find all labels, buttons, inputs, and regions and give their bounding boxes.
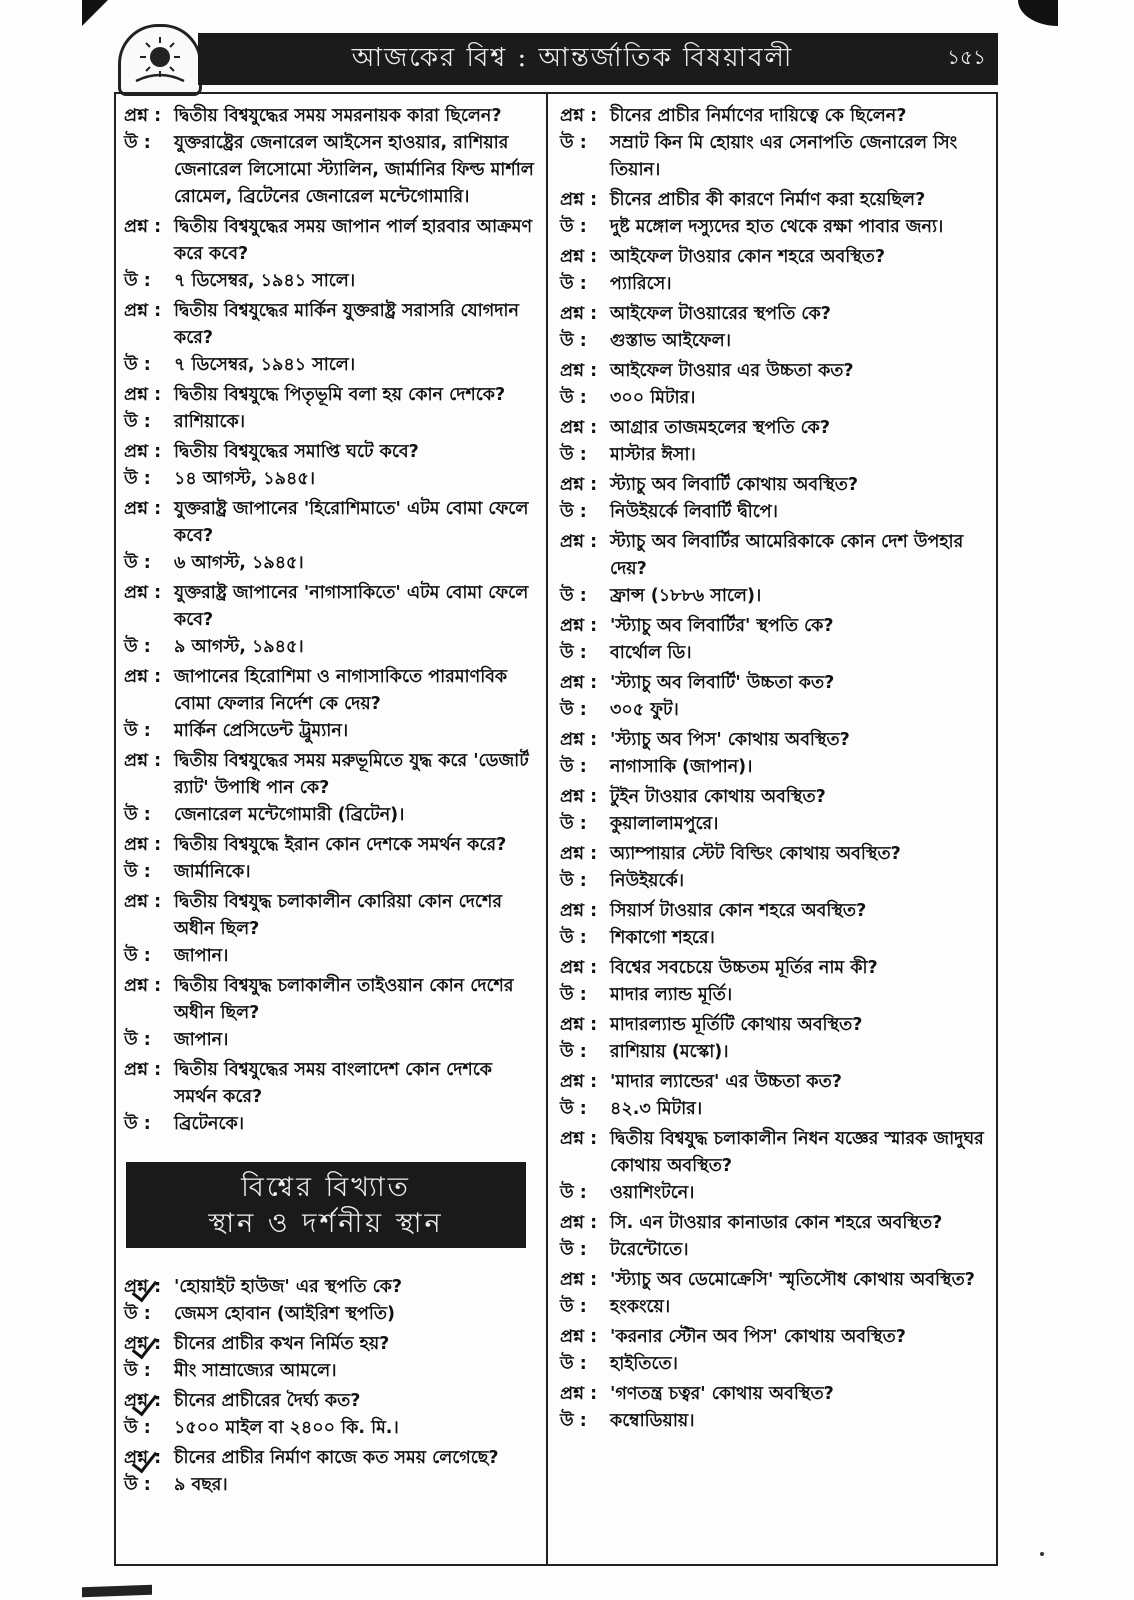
- section-banner-line1: বিশ্বের বিখ্যাত: [241, 1172, 411, 1203]
- question-text: বিশ্বের সবচেয়ে উচ্চতম মূর্তির নাম কী?: [610, 958, 878, 978]
- answer-text: ওয়াশিংটনে।: [610, 1183, 695, 1203]
- answer-row: [124, 1415, 534, 1442]
- answer-label: উ :: [560, 1354, 587, 1374]
- question-text: দ্বিতীয় বিশ্বযুদ্ধের সময় বাংলাদেশ কোন দেশকে সমর্থন করে?: [174, 1060, 493, 1107]
- answer-text: জেনারেল মন্টেগোমারী (ব্রিটেন)।: [174, 805, 405, 825]
- question-row: [560, 1267, 985, 1294]
- question-row: [560, 955, 985, 982]
- answer-label: উ :: [124, 946, 151, 966]
- answer-label: উ :: [560, 1099, 587, 1119]
- question-row: [124, 973, 534, 1027]
- answer-text: কম্বোডিয়ায়।: [610, 1411, 695, 1431]
- question-text: যুক্তরাষ্ট্র জাপানের 'নাগাসাকিতে' এটম বোমা ফেলে কবে?: [174, 583, 529, 630]
- answer-row: [124, 943, 534, 970]
- answer-text: গুস্তাভ আইফেল।: [610, 331, 731, 351]
- answer-label: উ :: [124, 133, 151, 153]
- answer-label: উ :: [560, 814, 587, 834]
- question-row: [124, 664, 534, 718]
- answer-label: উ :: [124, 412, 151, 432]
- answer-text: যুক্তরাষ্ট্রের জেনারেল আইসেন হাওয়ার, রাশিয়ার জেনারেল লিসোমো স্ট্যালিন, জার্মানির ফিল্ড মার্শাল রোমেল, ব্রিটেনের জেনারেল মন্টেগোমারি।: [174, 133, 534, 207]
- question-row: [124, 214, 534, 268]
- answer-label: উ :: [560, 217, 587, 237]
- answer-row: [124, 466, 534, 493]
- answer-label: উ :: [124, 1361, 151, 1381]
- question-text: 'স্ট্যাচু অব ডেমোক্রেসি' স্মৃতিসৌধ কোথায় অবস্থিত?: [610, 1270, 975, 1290]
- answer-text: নিউইয়র্কে লিবার্টি দ্বীপে।: [610, 502, 778, 522]
- answer-row: [124, 1301, 534, 1328]
- question-text: দ্বিতীয় বিশ্বযুদ্ধের মার্কিন যুক্তরাষ্ট্র সরাসরি যোগদান করে?: [174, 301, 519, 348]
- question-label: প্রশ্ন :: [560, 787, 598, 807]
- question-label: প্রশ্ন :: [124, 217, 162, 237]
- question-text: 'স্ট্যাচু অব লিবার্টি' উচ্চতা কত?: [610, 673, 835, 693]
- answer-label: উ :: [560, 1240, 587, 1260]
- answer-text: ৩০০ মিটার।: [610, 388, 696, 408]
- answer-row: [124, 409, 534, 436]
- question-row: [124, 1274, 534, 1301]
- answer-text: মার্কিন প্রেসিডেন্ট ট্রুম্যান।: [174, 721, 349, 741]
- answer-text: প্যারিসে।: [610, 274, 672, 294]
- answer-label: উ :: [560, 700, 587, 720]
- question-row: [124, 889, 534, 943]
- question-text: 'গণতন্ত্র চত্বর' কোথায় অবস্থিত?: [610, 1384, 834, 1404]
- answer-text: ৭ ডিসেম্বর, ১৯৪১ সালে।: [174, 355, 356, 375]
- answer-label: উ :: [124, 469, 151, 489]
- question-row: [560, 415, 985, 442]
- question-label: প্রশ্ন :: [560, 1129, 598, 1149]
- answer-label: উ :: [124, 721, 151, 741]
- question-text: আইফেল টাওয়ার কোন শহরে অবস্থিত?: [610, 247, 886, 267]
- answer-row: [124, 130, 534, 211]
- question-label: প্রশ্ন :: [560, 1327, 598, 1347]
- question-row: [560, 1210, 985, 1237]
- question-label: প্রশ্ন :: [560, 418, 598, 438]
- question-row: [124, 580, 534, 634]
- answer-text: হাইতিতে।: [610, 1354, 678, 1374]
- answer-row: [560, 868, 985, 895]
- answer-label: উ :: [560, 331, 587, 351]
- question-text: দ্বিতীয় বিশ্বযুদ্ধের সময় জাপান পার্ল হারবার আক্রমণ করে কবে?: [174, 217, 533, 264]
- answer-text: জেমস হোবান (আইরিশ স্থপতি): [174, 1304, 396, 1324]
- question-row: [560, 103, 985, 130]
- question-row: [560, 898, 985, 925]
- answer-label: উ :: [124, 1475, 151, 1495]
- question-text: সিয়ার্স টাওয়ার কোন শহরে অবস্থিত?: [610, 901, 867, 921]
- question-row: [124, 832, 534, 859]
- question-text: চীনের প্রাচীর কী কারণে নির্মাণ করা হয়েছিল?: [610, 190, 926, 210]
- answer-row: [560, 640, 985, 667]
- page-number: ১৫১: [947, 44, 986, 69]
- question-label: প্রশ্ন :: [124, 583, 162, 603]
- question-label: প্রশ্ন :: [560, 844, 598, 864]
- page-title: আজকের বিশ্ব : আন্তর্জাতিক বিষয়াবলী: [351, 43, 794, 73]
- answer-text: জাপান।: [174, 1030, 229, 1050]
- question-text: 'স্ট্যাচু অব পিস' কোথায় অবস্থিত?: [610, 730, 850, 750]
- question-label: প্রশ্ন :: [560, 361, 598, 381]
- answer-row: [560, 271, 985, 298]
- scan-margin: [0, 0, 1134, 6]
- answer-text: রাশিয়ায় (মস্কো)।: [610, 1042, 729, 1062]
- question-label: প্রশ্ন :: [560, 475, 598, 495]
- question-label: প্রশ্ন :: [124, 667, 162, 687]
- question-text: দ্বিতীয় বিশ্বযুদ্ধ চলাকালীন নিধন যজ্ঞের স্মারক জাদুঘর কোথায় অবস্থিত?: [610, 1129, 984, 1176]
- answer-text: শিকাগো শহরে।: [610, 928, 715, 948]
- answer-label: উ :: [560, 757, 587, 777]
- question-row: [560, 1012, 985, 1039]
- question-text: দ্বিতীয় বিশ্বযুদ্ধের সমাপ্তি ঘটে কবে?: [174, 442, 419, 462]
- question-label: প্রশ্ন :: [124, 1274, 174, 1301]
- answer-row: [124, 859, 534, 886]
- question-label: প্রশ্ন :: [560, 247, 598, 267]
- answer-text: ৭ ডিসেম্বর, ১৯৪১ সালে।: [174, 271, 356, 291]
- question-label: প্রশ্ন :: [124, 1331, 174, 1358]
- answer-text: ১৫০০ মাইল বা ২৪০০ কি. মি.।: [174, 1418, 399, 1438]
- answer-text: ৯ বছর।: [174, 1475, 228, 1495]
- question-text: 'করনার স্টৌন অব পিস' কোথায় অবস্থিত?: [610, 1327, 906, 1347]
- answer-row: [560, 811, 985, 838]
- question-row: [560, 244, 985, 271]
- answer-label: উ :: [560, 1411, 587, 1431]
- question-label: প্রশ্ন :: [560, 958, 598, 978]
- answer-row: [124, 352, 534, 379]
- answer-row: [124, 802, 534, 829]
- answer-row: [560, 1408, 985, 1435]
- answer-row: [560, 385, 985, 412]
- question-text: চীনের প্রাচীরের দৈর্ঘ্য কত?: [174, 1391, 361, 1411]
- answer-row: [124, 1472, 534, 1499]
- answer-label: উ :: [560, 502, 587, 522]
- question-label: প্রশ্ন :: [560, 616, 598, 636]
- answer-text: ৪২.৩ মিটার।: [610, 1099, 703, 1119]
- question-label: প্রশ্ন :: [124, 892, 162, 912]
- answer-text: কুয়ালালামপুরে।: [610, 814, 719, 834]
- question-label: প্রশ্ন :: [560, 106, 598, 126]
- answer-row: [560, 328, 985, 355]
- question-label: প্রশ্ন :: [124, 1445, 174, 1472]
- scan-shadow-top-left: [82, 0, 108, 26]
- question-label: প্রশ্ন :: [560, 730, 598, 750]
- answer-row: [560, 442, 985, 469]
- question-label: প্রশ্ন :: [124, 751, 162, 771]
- question-text: টুইন টাওয়ার কোথায় অবস্থিত?: [610, 787, 826, 807]
- question-text: অ্যাম্পায়ার স্টেট বিল্ডিং কোথায় অবস্থিত?: [610, 844, 901, 864]
- question-label: প্রশ্ন :: [560, 1213, 598, 1233]
- question-row: [124, 748, 534, 802]
- question-text: জাপানের হিরোশিমা ও নাগাসাকিতে পারমাণবিক বোমা ফেলার নির্দেশ কে দেয়?: [174, 667, 508, 714]
- answer-label: উ :: [560, 643, 587, 663]
- answer-text: বার্থোল ডি।: [610, 643, 692, 663]
- qa-list-right: [560, 103, 985, 1435]
- question-label: প্রশ্ন :: [124, 499, 162, 519]
- question-row: [124, 103, 534, 130]
- answer-label: উ :: [124, 1304, 151, 1324]
- question-label: প্রশ্ন :: [560, 901, 598, 921]
- section-banner-line2: স্থান ও দর্শনীয় স্থান: [208, 1208, 444, 1239]
- question-label: প্রশ্ন :: [124, 976, 162, 996]
- question-text: দ্বিতীয় বিশ্বযুদ্ধ চলাকালীন কোরিয়া কোন দেশের অধীন ছিল?: [174, 892, 502, 939]
- answer-row: [560, 697, 985, 724]
- answer-label: উ :: [560, 388, 587, 408]
- answer-text: ৯ আগস্ট, ১৯৪৫।: [174, 637, 304, 657]
- answer-label: উ :: [560, 133, 587, 153]
- question-text: মাদারল্যান্ড মূর্তিটি কোথায় অবস্থিত?: [610, 1015, 863, 1035]
- question-row: [124, 496, 534, 550]
- sun-emblem-icon: [130, 35, 190, 85]
- answer-label: উ :: [560, 274, 587, 294]
- question-label: প্রশ্ন :: [124, 442, 162, 462]
- question-text: চীনের প্রাচীর কখন নির্মিত হয়?: [174, 1334, 390, 1354]
- answer-text: মাস্টার ঈসা।: [610, 445, 696, 465]
- right-column: [560, 100, 985, 1435]
- question-label: প্রশ্ন :: [560, 673, 598, 693]
- question-label: প্রশ্ন :: [124, 1388, 174, 1415]
- answer-row: [560, 982, 985, 1009]
- answer-text: দুষ্ট মঙ্গোল দস্যুদের হাত থেকে রক্ষা পাবার জন্য।: [610, 217, 944, 237]
- question-label: প্রশ্ন :: [124, 385, 162, 405]
- answer-row: [560, 1180, 985, 1207]
- answer-row: [560, 925, 985, 952]
- question-text: 'হোয়াইট হাউজ' এর স্থপতি কে?: [174, 1277, 403, 1297]
- question-row: [560, 472, 985, 499]
- answer-row: [560, 1096, 985, 1123]
- question-row: [560, 187, 985, 214]
- publisher-logo: [118, 24, 202, 96]
- answer-text: হংকংয়ে।: [610, 1297, 671, 1317]
- answer-text: মীং সাম্রাজ্যের আমলে।: [174, 1361, 337, 1381]
- speck: [1040, 1552, 1044, 1556]
- question-label: প্রশ্ন :: [560, 190, 598, 210]
- answer-text: নিউইয়র্কে।: [610, 871, 685, 891]
- question-text: আইফেল টাওয়ারের স্থপতি কে?: [610, 304, 831, 324]
- answer-label: উ :: [124, 637, 151, 657]
- question-label: প্রশ্ন :: [560, 1270, 598, 1290]
- question-row: [560, 670, 985, 697]
- answer-text: ৬ আগস্ট, ১৯৪৫।: [174, 553, 304, 573]
- answer-label: উ :: [124, 355, 151, 375]
- question-text: স্ট্যাচু অব লিবার্টির আমেরিকাকে কোন দেশ উপহার দেয়?: [610, 532, 964, 579]
- answer-text: ৩০৫ ফুট।: [610, 700, 679, 720]
- question-row: [560, 301, 985, 328]
- answer-text: রাশিয়াকে।: [174, 412, 245, 432]
- answer-label: উ :: [124, 1030, 151, 1050]
- answer-label: উ :: [560, 586, 587, 606]
- answer-label: উ :: [560, 1183, 587, 1203]
- section-banner: [126, 1162, 526, 1248]
- question-row: [560, 613, 985, 640]
- question-text: দ্বিতীয় বিশ্বযুদ্ধের সময় সমরনায়ক কারা ছিলেন?: [174, 106, 502, 126]
- question-row: [124, 1388, 534, 1415]
- question-label: প্রশ্ন :: [124, 835, 162, 855]
- question-label: প্রশ্ন :: [124, 301, 162, 321]
- answer-text: জাপান।: [174, 946, 229, 966]
- question-text: আগ্রার তাজমহলের স্থপতি কে?: [610, 418, 831, 438]
- answer-row: [124, 1027, 534, 1054]
- answer-text: ব্রিটেনকে।: [174, 1114, 244, 1134]
- answer-text: টরেন্টোতে।: [610, 1240, 689, 1260]
- question-row: [124, 298, 534, 352]
- question-text: যুক্তরাষ্ট্র জাপানের 'হিরোশিমাতে' এটম বোমা ফেলে কবে?: [174, 499, 529, 546]
- answer-label: উ :: [124, 1418, 151, 1438]
- question-row: [124, 1445, 534, 1472]
- question-row: [124, 439, 534, 466]
- question-label: প্রশ্ন :: [560, 1072, 598, 1092]
- question-text: দ্বিতীয় বিশ্বযুদ্ধ চলাকালীন তাইওয়ান কোন দেশের অধীন ছিল?: [174, 976, 514, 1023]
- answer-label: উ :: [560, 1042, 587, 1062]
- answer-row: [124, 1111, 534, 1138]
- answer-row: [560, 130, 985, 184]
- answer-row: [560, 1351, 985, 1378]
- question-text: দ্বিতীয় বিশ্বযুদ্ধে ইরান কোন দেশকে সমর্থন করে?: [174, 835, 507, 855]
- answer-label: উ :: [124, 271, 151, 291]
- question-label: প্রশ্ন :: [560, 1015, 598, 1035]
- answer-text: নাগাসাকি (জাপান)।: [610, 757, 753, 777]
- answer-text: ফ্রান্স (১৮৮৬ সালে)।: [610, 586, 762, 606]
- question-text: স্ট্যাচু অব লিবার্টি কোথায় অবস্থিত?: [610, 475, 859, 495]
- question-row: [124, 1331, 534, 1358]
- answer-row: [124, 634, 534, 661]
- answer-text: জার্মানিকে।: [174, 862, 251, 882]
- answer-row: [560, 214, 985, 241]
- answer-row: [560, 1237, 985, 1264]
- question-row: [124, 382, 534, 409]
- question-text: চীনের প্রাচীর নির্মাণের দায়িত্বে কে ছিলেন?: [610, 106, 907, 126]
- answer-row: [560, 499, 985, 526]
- answer-label: উ :: [124, 553, 151, 573]
- qa-list-left-after: [124, 1274, 534, 1499]
- answer-row: [560, 754, 985, 781]
- question-text: আইফেল টাওয়ার এর উচ্চতা কত?: [610, 361, 854, 381]
- answer-row: [560, 583, 985, 610]
- question-text: 'মাদার ল্যান্ডের' এর উচ্চতা কত?: [610, 1072, 842, 1092]
- answer-text: মাদার ল্যান্ড মূর্তি।: [610, 985, 733, 1005]
- question-label: প্রশ্ন :: [560, 304, 598, 324]
- scan-shadow-bottom-left: [82, 1585, 152, 1597]
- answer-text: সম্রাট কিন মি হোয়াং এর সেনাপতি জেনারেল সিং তিয়ান।: [610, 133, 958, 180]
- answer-label: উ :: [560, 1297, 587, 1317]
- question-row: [560, 1381, 985, 1408]
- answer-row: [124, 268, 534, 295]
- answer-label: উ :: [124, 1114, 151, 1134]
- question-text: চীনের প্রাচীর নির্মাণ কাজে কত সময় লেগেছে?: [174, 1448, 499, 1468]
- column-divider: [546, 92, 548, 1564]
- question-text: দ্বিতীয় বিশ্বযুদ্ধের সময় মরুভূমিতে যুদ্ধ করে 'ডেজার্ট র‍্যাট' উপাধি পান কে?: [174, 751, 529, 798]
- question-row: [124, 1057, 534, 1111]
- question-text: সি. এন টাওয়ার কানাডার কোন শহরে অবস্থিত?: [610, 1213, 943, 1233]
- question-row: [560, 784, 985, 811]
- question-text: 'স্ট্যাচু অব লিবার্টির' স্থপতি কে?: [610, 616, 834, 636]
- question-label: প্রশ্ন :: [560, 1384, 598, 1404]
- question-row: [560, 1126, 985, 1180]
- answer-row: [124, 1358, 534, 1385]
- answer-label: উ :: [560, 871, 587, 891]
- answer-text: ১৪ আগস্ট, ১৯৪৫।: [174, 469, 315, 489]
- question-row: [560, 358, 985, 385]
- question-label: প্রশ্ন :: [560, 532, 598, 552]
- answer-row: [124, 550, 534, 577]
- answer-row: [124, 718, 534, 745]
- answer-label: উ :: [124, 805, 151, 825]
- answer-label: উ :: [124, 862, 151, 882]
- answer-label: উ :: [560, 928, 587, 948]
- question-row: [560, 1324, 985, 1351]
- left-column: [124, 100, 534, 1499]
- question-row: [560, 529, 985, 583]
- question-label: প্রশ্ন :: [124, 106, 162, 126]
- question-row: [560, 1069, 985, 1096]
- page-header: [198, 33, 998, 85]
- qa-list-left: [124, 103, 534, 1138]
- question-text: দ্বিতীয় বিশ্বযুদ্ধে পিতৃভূমি বলা হয় কোন দেশকে?: [174, 385, 506, 405]
- scan-shadow-top-right: [1018, 0, 1058, 26]
- question-label: প্রশ্ন :: [124, 1060, 162, 1080]
- question-row: [560, 841, 985, 868]
- question-row: [560, 727, 985, 754]
- answer-label: উ :: [560, 985, 587, 1005]
- answer-label: উ :: [560, 445, 587, 465]
- answer-row: [560, 1039, 985, 1066]
- answer-row: [560, 1294, 985, 1321]
